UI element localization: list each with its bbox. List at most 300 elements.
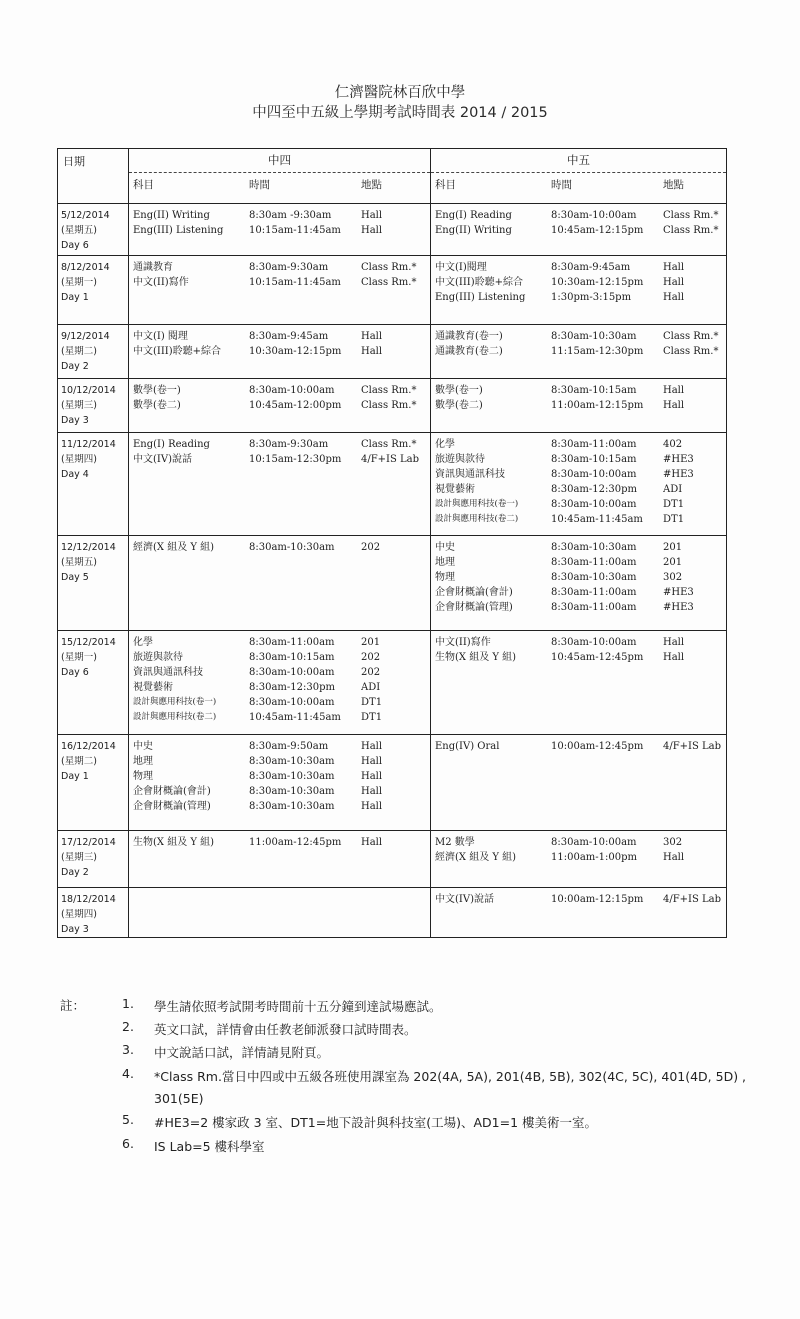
date-block — [58, 888, 128, 937]
exam-subject: Eng(III) Listening — [133, 225, 224, 236]
exam-venue: Class Rm.* — [361, 262, 417, 273]
exam-subject: 旅遊與款待 — [435, 454, 485, 465]
exam-list — [431, 536, 726, 615]
header-time: 時間 — [249, 179, 270, 191]
date-block — [58, 831, 128, 880]
exam-time: 10:15am-11:45am — [249, 277, 341, 288]
exam-venue: Hall — [663, 637, 685, 648]
note-text: IS Lab=5 樓科學室 — [154, 1139, 265, 1154]
header-f5-columns — [431, 172, 726, 192]
exam-subject: 資訊與通訊科技 — [133, 667, 203, 678]
exam-time: 8:30am-10:00am — [551, 499, 637, 510]
exam-time: 8:30am-12:30pm — [551, 484, 637, 495]
header-subject: 科目 — [435, 179, 456, 191]
exam-subject: 地理 — [435, 557, 455, 568]
exam-entry — [431, 850, 726, 865]
exam-list — [431, 379, 726, 413]
exam-venue: Hall — [663, 262, 685, 273]
exam-date: 16/12/2014 — [61, 741, 116, 752]
exam-entry — [431, 739, 726, 754]
exam-venue: #HE3 — [663, 587, 694, 598]
exam-entry — [431, 467, 726, 482]
note-number: 2. — [122, 1019, 134, 1034]
f5-exams — [431, 325, 727, 379]
exam-subject: 企會財概論(管理) — [133, 801, 211, 812]
f5-exams — [431, 433, 727, 536]
exam-subject: 設計與應用科技(卷一) — [133, 697, 217, 707]
exam-list — [129, 325, 430, 359]
exam-entry — [129, 784, 430, 799]
exam-entry — [431, 892, 726, 907]
exam-subject: 中史 — [435, 542, 455, 553]
f5-exams — [431, 631, 727, 735]
exam-list — [431, 831, 726, 865]
exam-venue: #HE3 — [663, 469, 694, 480]
exam-entry — [431, 512, 726, 527]
exam-venue: Hall — [663, 292, 685, 303]
exam-subject: 生物(X 組及 Y 組) — [133, 837, 215, 848]
f5-exams — [431, 256, 727, 325]
note-number: 6. — [122, 1136, 134, 1151]
exam-weekday: (星期三) — [61, 400, 97, 411]
exam-date: 11/12/2014 — [61, 439, 116, 450]
exam-subject: 中文(I)閱理 — [435, 262, 487, 273]
exam-time: 11:00am-12:45pm — [249, 837, 342, 848]
exam-entry — [129, 275, 430, 290]
exam-entry — [431, 570, 726, 585]
exam-venue: 4/F+IS Lab — [663, 741, 722, 752]
exam-time: 8:30am-10:15am — [551, 454, 637, 465]
exam-venue: #HE3 — [663, 454, 694, 465]
exam-weekday: (星期五) — [61, 225, 97, 236]
exam-entry — [129, 540, 430, 555]
exam-venue: Hall — [361, 225, 383, 236]
document-title: 中四至中五級上學期考試時間表 2014 / 2015 — [252, 105, 548, 121]
date-block — [58, 536, 128, 585]
exam-venue: 202 — [361, 652, 381, 663]
exam-subject: 企會財概論(管理) — [435, 602, 513, 613]
exam-list — [129, 379, 430, 413]
exam-venue: Hall — [663, 852, 685, 863]
exam-venue: ADI — [663, 484, 683, 495]
exam-time: 8:30am-10:30am — [249, 786, 335, 797]
exam-time: 11:00am-12:15pm — [551, 400, 644, 411]
exam-entry — [431, 635, 726, 650]
exam-venue: Class Rm.* — [663, 225, 719, 236]
exam-time: 1:30pm-3:15pm — [551, 292, 632, 303]
exam-time: 10:15am-12:30pm — [249, 454, 342, 465]
exam-subject: 企會財概論(會計) — [435, 587, 513, 598]
exam-venue: Class Rm.* — [361, 385, 417, 396]
f5-exams — [431, 536, 727, 631]
exam-venue: 201 — [663, 557, 683, 568]
exam-date: 18/12/2014 — [61, 894, 116, 905]
exam-entry — [129, 754, 430, 769]
exam-time: 8:30am-9:50am — [249, 741, 329, 752]
date-cell — [58, 256, 129, 325]
exam-date: 10/12/2014 — [61, 385, 116, 396]
exam-subject: 設計與應用科技(卷一) — [435, 499, 519, 509]
f4-exams — [129, 256, 431, 325]
exam-weekday: (星期四) — [61, 454, 97, 465]
exam-subject: 通識教育(卷二) — [435, 346, 503, 357]
exam-weekday: (星期四) — [61, 909, 97, 920]
exam-time: 8:30am-9:45am — [551, 262, 631, 273]
exam-list — [431, 433, 726, 527]
exam-venue: 4/F+IS Lab — [361, 454, 420, 465]
header-f5 — [431, 149, 727, 204]
exam-venue: Hall — [361, 756, 383, 767]
header-f5-title: 中五 — [567, 153, 590, 167]
exam-timetable — [57, 148, 727, 938]
exam-entry — [129, 635, 430, 650]
exam-weekday: (星期五) — [61, 557, 97, 568]
exam-time: 10:45am-11:45am — [551, 514, 643, 525]
note-text: 中文說話口試，詳情請見附頁。 — [154, 1045, 330, 1060]
f4-exams — [129, 325, 431, 379]
exam-subject: Eng(I) Reading — [133, 439, 210, 450]
note-text: #HE3=2 樓家政 3 室、DT1=地下設計與科技室(工場)、AD1=1 樓美術一室。 — [154, 1115, 597, 1130]
exam-cycle-day: Day 5 — [61, 572, 89, 583]
exam-entry — [129, 260, 430, 275]
f4-exams — [129, 433, 431, 536]
exam-list — [129, 888, 430, 892]
exam-subject: M2 數學 — [435, 837, 475, 848]
exam-entry — [431, 290, 726, 305]
exam-subject: 視覺藝術 — [133, 682, 173, 693]
header-subject: 科目 — [133, 179, 154, 191]
f5-exams — [431, 379, 727, 433]
exam-weekday: (星期三) — [61, 852, 97, 863]
exam-entry — [431, 585, 726, 600]
f5-exams — [431, 735, 727, 831]
exam-venue: Hall — [361, 837, 383, 848]
exam-subject: 旅遊與款待 — [133, 652, 183, 663]
timetable-row — [58, 536, 727, 631]
exam-subject: Eng(IV) Oral — [435, 741, 500, 752]
timetable-row — [58, 433, 727, 536]
timetable-row — [58, 735, 727, 831]
note-text: *Class Rm.當日中四或中五級各班使用課室為 202(4A, 5A), 201(4B, 5B), 302(4C, 5C), 401(4D, 5D) , 301(5E) — [154, 1069, 747, 1106]
exam-subject: 物理 — [133, 771, 153, 782]
exam-venue: Class Rm.* — [663, 331, 719, 342]
exam-time: 8:30am-10:00am — [551, 469, 637, 480]
exam-subject: 設計與應用科技(卷二) — [133, 712, 217, 722]
header-f4 — [129, 149, 431, 204]
exam-entry — [129, 208, 430, 223]
f4-exams — [129, 204, 431, 256]
exam-entry — [129, 383, 430, 398]
exam-subject: 通識教育(卷一) — [435, 331, 503, 342]
exam-time: 8:30am-10:00am — [551, 637, 637, 648]
exam-subject: Eng(II) Writing — [435, 225, 512, 236]
exam-entry — [431, 482, 726, 497]
exam-time: 10:45am-12:45pm — [551, 652, 644, 663]
exam-venue: Class Rm.* — [361, 277, 417, 288]
exam-entry — [431, 555, 726, 570]
exam-venue: Hall — [663, 652, 685, 663]
exam-venue: 201 — [663, 542, 683, 553]
exam-entry — [431, 398, 726, 413]
exam-venue: 201 — [361, 637, 381, 648]
exam-entry — [129, 437, 430, 452]
exam-subject: 生物(X 組及 Y 組) — [435, 652, 517, 663]
exam-time: 8:30am-10:00am — [249, 697, 335, 708]
date-cell — [58, 433, 129, 536]
exam-time: 8:30am-10:30am — [249, 756, 335, 767]
exam-time: 8:30am-10:15am — [249, 652, 335, 663]
exam-time: 8:30am-11:00am — [551, 557, 637, 568]
exam-time: 8:30am-9:30am — [249, 439, 329, 450]
exam-entry — [129, 398, 430, 413]
exam-subject: 中文(I) 閱理 — [133, 331, 188, 342]
exam-date: 8/12/2014 — [61, 262, 110, 273]
exam-list — [431, 204, 726, 238]
exam-venue: Class Rm.* — [361, 400, 417, 411]
notes-label: 註： — [60, 998, 86, 1013]
exam-venue: Hall — [361, 210, 383, 221]
exam-time: 10:45am-11:45am — [249, 712, 341, 723]
exam-cycle-day: Day 2 — [61, 361, 89, 372]
exam-venue: DT1 — [663, 499, 685, 510]
note-number: 5. — [122, 1112, 134, 1127]
f4-exams — [129, 379, 431, 433]
exam-cycle-day: Day 2 — [61, 867, 89, 878]
exam-entry — [129, 739, 430, 754]
exam-weekday: (星期二) — [61, 756, 97, 767]
exam-subject: Eng(II) Writing — [133, 210, 210, 221]
exam-time: 10:45am-12:00pm — [249, 400, 342, 411]
exam-list — [129, 735, 430, 814]
exam-venue: Hall — [361, 801, 383, 812]
exam-entry — [129, 680, 430, 695]
date-block — [58, 433, 128, 482]
exam-cycle-day: Day 6 — [61, 240, 89, 251]
exam-time: 8:30am-10:15am — [551, 385, 637, 396]
exam-cycle-day: Day 4 — [61, 469, 89, 480]
exam-subject: 視覺藝術 — [435, 484, 475, 495]
exam-entry — [129, 344, 430, 359]
note-number: 4. — [122, 1066, 134, 1081]
exam-venue: ADI — [361, 682, 381, 693]
exam-subject: 數學(卷二) — [435, 400, 483, 411]
header-time: 時間 — [551, 179, 572, 191]
exam-time: 8:30am-10:30am — [249, 801, 335, 812]
header-date: 日期 — [58, 149, 129, 204]
exam-list — [129, 831, 430, 850]
exam-list — [129, 631, 430, 725]
f5-exams — [431, 888, 727, 938]
exam-entry — [129, 665, 430, 680]
date-cell — [58, 888, 129, 938]
exam-time: 10:30am-12:15pm — [249, 346, 342, 357]
timetable-row — [58, 888, 727, 938]
exam-subject: 數學(卷一) — [133, 385, 181, 396]
exam-subject: 企會財概論(會計) — [133, 786, 211, 797]
exam-subject: 中文(II)寫作 — [435, 637, 491, 648]
exam-time: 10:00am-12:45pm — [551, 741, 644, 752]
exam-time: 10:00am-12:15pm — [551, 894, 644, 905]
exam-time: 11:15am-12:30pm — [551, 346, 644, 357]
date-cell — [58, 204, 129, 256]
f4-exams — [129, 888, 431, 938]
exam-cycle-day: Day 1 — [61, 292, 89, 303]
date-block — [58, 256, 128, 305]
exam-time: 8:30am-9:45am — [249, 331, 329, 342]
exam-venue: 202 — [361, 542, 381, 553]
exam-entry — [129, 650, 430, 665]
f5-exams — [431, 831, 727, 888]
exam-venue: 202 — [361, 667, 381, 678]
exam-subject: 物理 — [435, 572, 455, 583]
exam-time: 8:30am-11:00am — [249, 637, 335, 648]
exam-date: 9/12/2014 — [61, 331, 110, 342]
note-text: 英文口試，詳情會由任教老師派發口試時間表。 — [154, 1022, 417, 1037]
exam-time: 8:30am-10:00am — [551, 210, 637, 221]
header-venue: 地點 — [663, 179, 684, 191]
exam-time: 8:30am-11:00am — [551, 602, 637, 613]
exam-entry — [431, 835, 726, 850]
exam-entry — [431, 383, 726, 398]
exam-venue: Hall — [663, 385, 685, 396]
exam-list — [129, 256, 430, 290]
timetable-row — [58, 204, 727, 256]
exam-date: 12/12/2014 — [61, 542, 116, 553]
exam-subject: Eng(I) Reading — [435, 210, 512, 221]
exam-time: 8:30am-10:00am — [249, 667, 335, 678]
exam-venue: Hall — [361, 771, 383, 782]
exam-subject: 中文(IV)說話 — [133, 454, 192, 465]
timetable-row — [58, 631, 727, 735]
note-text: 學生請依照考試開考時間前十五分鐘到達試場應試。 — [154, 999, 442, 1014]
exam-time: 8:30am-11:00am — [551, 439, 637, 450]
date-block — [58, 735, 128, 784]
exam-entry — [431, 452, 726, 467]
exam-subject: 地理 — [133, 756, 153, 767]
date-cell — [58, 536, 129, 631]
exam-subject: 中史 — [133, 741, 153, 752]
exam-entry — [129, 223, 430, 238]
exam-venue: DT1 — [361, 712, 383, 723]
exam-entry — [129, 695, 430, 710]
exam-venue: 402 — [663, 439, 683, 450]
exam-list — [431, 631, 726, 665]
exam-entry — [431, 329, 726, 344]
exam-venue: DT1 — [361, 697, 383, 708]
exam-entry — [431, 260, 726, 275]
f4-exams — [129, 536, 431, 631]
exam-subject: 化學 — [435, 439, 455, 450]
exam-subject: 中文(IV)說話 — [435, 894, 494, 905]
exam-time: 8:30am-10:30am — [249, 771, 335, 782]
exam-entry — [431, 540, 726, 555]
exam-entry — [431, 437, 726, 452]
exam-cycle-day: Day 6 — [61, 667, 89, 678]
exam-weekday: (星期二) — [61, 346, 97, 357]
exam-venue: Class Rm.* — [361, 439, 417, 450]
exam-time: 8:30am-10:30am — [249, 542, 335, 553]
exam-time: 8:30am -9:30am — [249, 210, 332, 221]
exam-entry — [431, 275, 726, 290]
date-cell — [58, 831, 129, 888]
date-block — [58, 379, 128, 428]
exam-cycle-day: Day 1 — [61, 771, 89, 782]
exam-list — [129, 536, 430, 555]
exam-list — [129, 433, 430, 467]
exam-time: 10:45am-12:15pm — [551, 225, 644, 236]
exam-weekday: (星期一) — [61, 277, 97, 288]
exam-list — [431, 325, 726, 359]
timetable-row — [58, 256, 727, 325]
f4-exams — [129, 831, 431, 888]
date-cell — [58, 631, 129, 735]
date-block — [58, 204, 128, 253]
exam-time: 8:30am-11:00am — [551, 587, 637, 598]
exam-venue: 4/F+IS Lab — [663, 894, 722, 905]
exam-subject: 化學 — [133, 637, 153, 648]
exam-date: 5/12/2014 — [61, 210, 110, 221]
exam-venue: Hall — [361, 786, 383, 797]
exam-subject: 經濟(X 組及 Y 組) — [133, 542, 215, 553]
exam-subject: 經濟(X 組及 Y 組) — [435, 852, 517, 863]
exam-time: 8:30am-12:30pm — [249, 682, 335, 693]
timetable-row — [58, 379, 727, 433]
exam-subject: 中文(II)寫作 — [133, 277, 189, 288]
exam-venue: 302 — [663, 572, 683, 583]
exam-date: 15/12/2014 — [61, 637, 116, 648]
exam-cycle-day: Day 3 — [61, 924, 89, 935]
exam-list — [431, 735, 726, 754]
exam-time: 8:30am-10:00am — [249, 385, 335, 396]
exam-entry — [431, 223, 726, 238]
exam-time: 8:30am-10:30am — [551, 542, 637, 553]
exam-subject: 中文(III)聆聽+綜合 — [133, 346, 222, 357]
header-row — [58, 149, 727, 204]
exam-time: 10:30am-12:15pm — [551, 277, 644, 288]
exam-venue: 302 — [663, 837, 683, 848]
f5-exams — [431, 204, 727, 256]
exam-entry — [129, 835, 430, 850]
date-block — [58, 631, 128, 680]
date-cell — [58, 735, 129, 831]
exam-subject: 設計與應用科技(卷二) — [435, 514, 519, 524]
exam-subject: Eng(III) Listening — [435, 292, 526, 303]
header-f4-title: 中四 — [268, 153, 291, 167]
exam-cycle-day: Day 3 — [61, 415, 89, 426]
exam-entry — [431, 344, 726, 359]
exam-list — [431, 256, 726, 305]
exam-venue: Hall — [663, 400, 685, 411]
exam-venue: Class Rm.* — [663, 210, 719, 221]
timetable-row — [58, 325, 727, 379]
exam-venue: DT1 — [663, 514, 685, 525]
header-venue: 地點 — [361, 179, 382, 191]
timetable-row — [58, 831, 727, 888]
exam-weekday: (星期一) — [61, 652, 97, 663]
exam-entry — [431, 497, 726, 512]
exam-venue: Hall — [361, 741, 383, 752]
f4-exams — [129, 735, 431, 831]
exam-list — [431, 888, 726, 907]
exam-time: 8:30am-10:00am — [551, 837, 637, 848]
exam-entry — [431, 600, 726, 615]
exam-time: 11:00am-1:00pm — [551, 852, 637, 863]
exam-time: 10:15am-11:45am — [249, 225, 341, 236]
exam-subject: 資訊與通訊科技 — [435, 469, 505, 480]
school-name: 仁濟醫院林百欣中學 — [334, 85, 466, 101]
exam-date: 17/12/2014 — [61, 837, 116, 848]
exam-venue: Hall — [361, 331, 383, 342]
